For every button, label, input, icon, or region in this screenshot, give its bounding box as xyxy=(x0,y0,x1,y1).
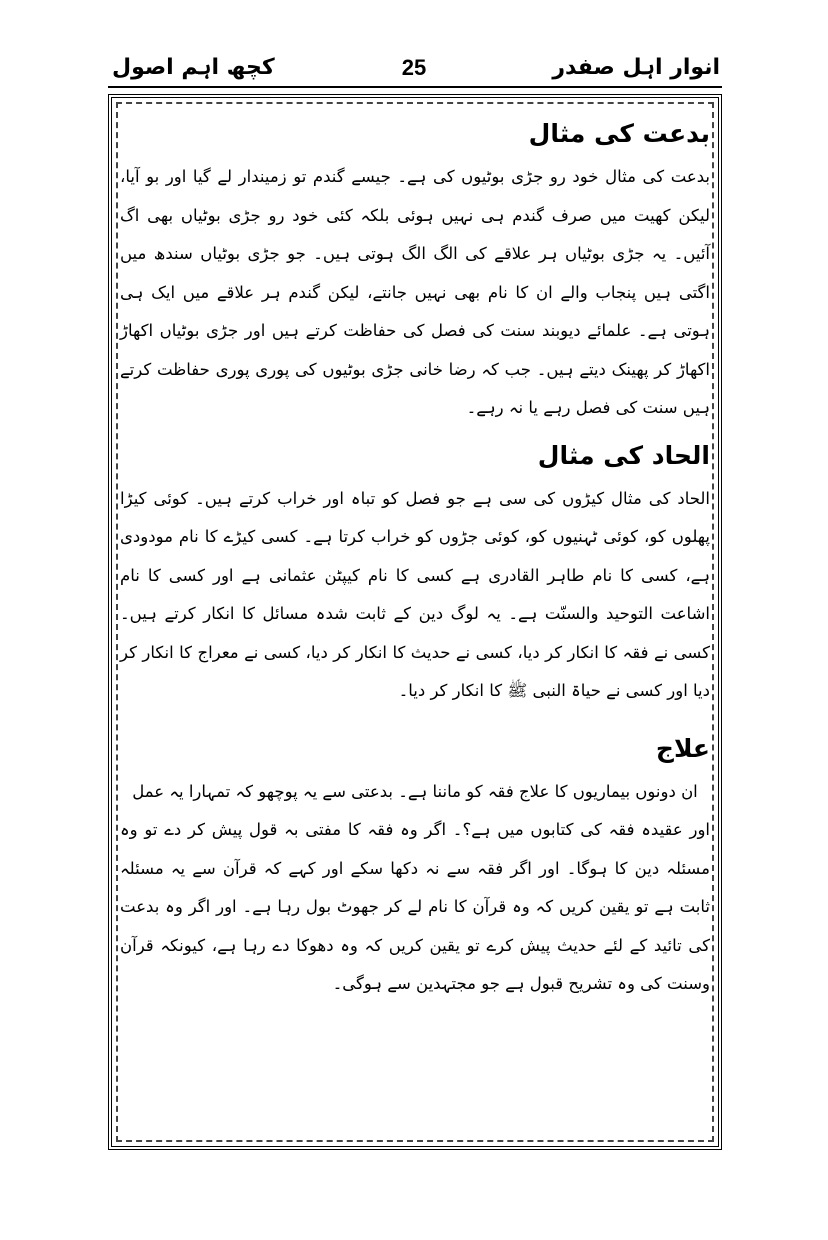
section-paragraph-ilaj: اور عقیدہ فقہ کی کتابوں میں ہے؟۔ اگر وہ فقہ کا مفتی بہ قول پیش کر دے تو وہ مسئلہ دین کا ہوگا۔ اور اگر فقہ سے نہ دکھا سکے اور کہے کہ قرآن سے یہ مسئلہ ثابت ہے تو یقین کریں کہ وہ قرآن کا نام لے کر جھوٹ بول رہا ہے۔ اور اگر وہ بدعت کی تائید کے لئے حدیث پیش کرے تو یقین کریں کہ وہ دھوکا دے رہا ہے، کیونکہ قرآن وسنت کی وہ تشریح قبول ہے جو مجتہدین سے ہوگی۔ xyxy=(120,820,710,993)
section-paragraph-ilhad: الحاد کی مثال کیڑوں کی سی ہے جو فصل کو تباہ اور خراب کرتے ہیں۔ کوئی کیڑا پھلوں کو، کوئی ٹہنیوں کو، کوئی جڑوں کو خراب کرتا ہے۔ کسی کیڑے کا نام مودودی ہے، کسی کا نام طاہر القادری ہے کسی کا نام کیپٹن عثمانی ہے اور کسی کا نام اشاعت التوحید والسنّت ہے۔ یہ لوگ دین کے ثابت شدہ مسائل کا انکار کرتے ہیں۔ کسی نے فقہ کا انکار کر دیا، کسی نے حدیث کا انکار کر دیا، کسی نے معراج کا انکار کر دیا اور کسی نے حیاۃ النبی ﷺ کا انکار کر دیا۔ xyxy=(120,488,710,700)
section-ilaj xyxy=(120,725,710,1004)
page-content xyxy=(120,110,710,1004)
section-paragraph-bidat: بدعت کی مثال خود رو جڑی بوٹیوں کی ہے۔ جیسے گندم تو زمیندار لے گیا اور بو آیا، لیکن کھیت میں صرف گندم ہی نہیں ہوئی بلکہ کئی خود رو جڑی بوٹیاں بھی اگ آئیں۔ یہ جڑی بوٹیاں ہر علاقے کی الگ الگ ہوتی ہیں۔ جو جڑی بوٹیاں سندھ میں اگتی ہیں پنجاب والے ان کا نام بھی نہیں جانتے، لیکن گندم ہر علاقے میں ایک ہی ہوتی ہے۔ علمائے دیوبند سنت کی فصل کی حفاظت کرتے ہیں اور جڑی بوٹیاں اکھاڑ اکھاڑ کر پھینک دیتے ہیں۔ جب کہ رضا خانی جڑی بوٹیوں کی پوری پوری حفاظت کرتے ہیں سنت کی فصل رہے یا نہ رہے۔ xyxy=(120,167,710,417)
section-heading-ilhad: الحاد کی مثال xyxy=(537,440,710,470)
section-heading-bidat: بدعت کی مثال xyxy=(528,119,710,148)
chapter-title-header: کچھ اہم اصول xyxy=(112,55,275,80)
section-bidat xyxy=(120,110,710,428)
page-number: 25 xyxy=(401,55,427,80)
book-title-header: انوار اہل صفدر xyxy=(552,55,720,80)
header-rule xyxy=(108,86,722,88)
section-heading-ilaj: علاج xyxy=(655,733,710,763)
section-first-line-ilaj: ان دونوں بیماریوں کا علاج فقہ کو ماننا ہے۔ بدعتی سے یہ پوچھو کہ تمہارا یہ عمل xyxy=(132,781,698,801)
section-ilhad xyxy=(120,432,710,711)
